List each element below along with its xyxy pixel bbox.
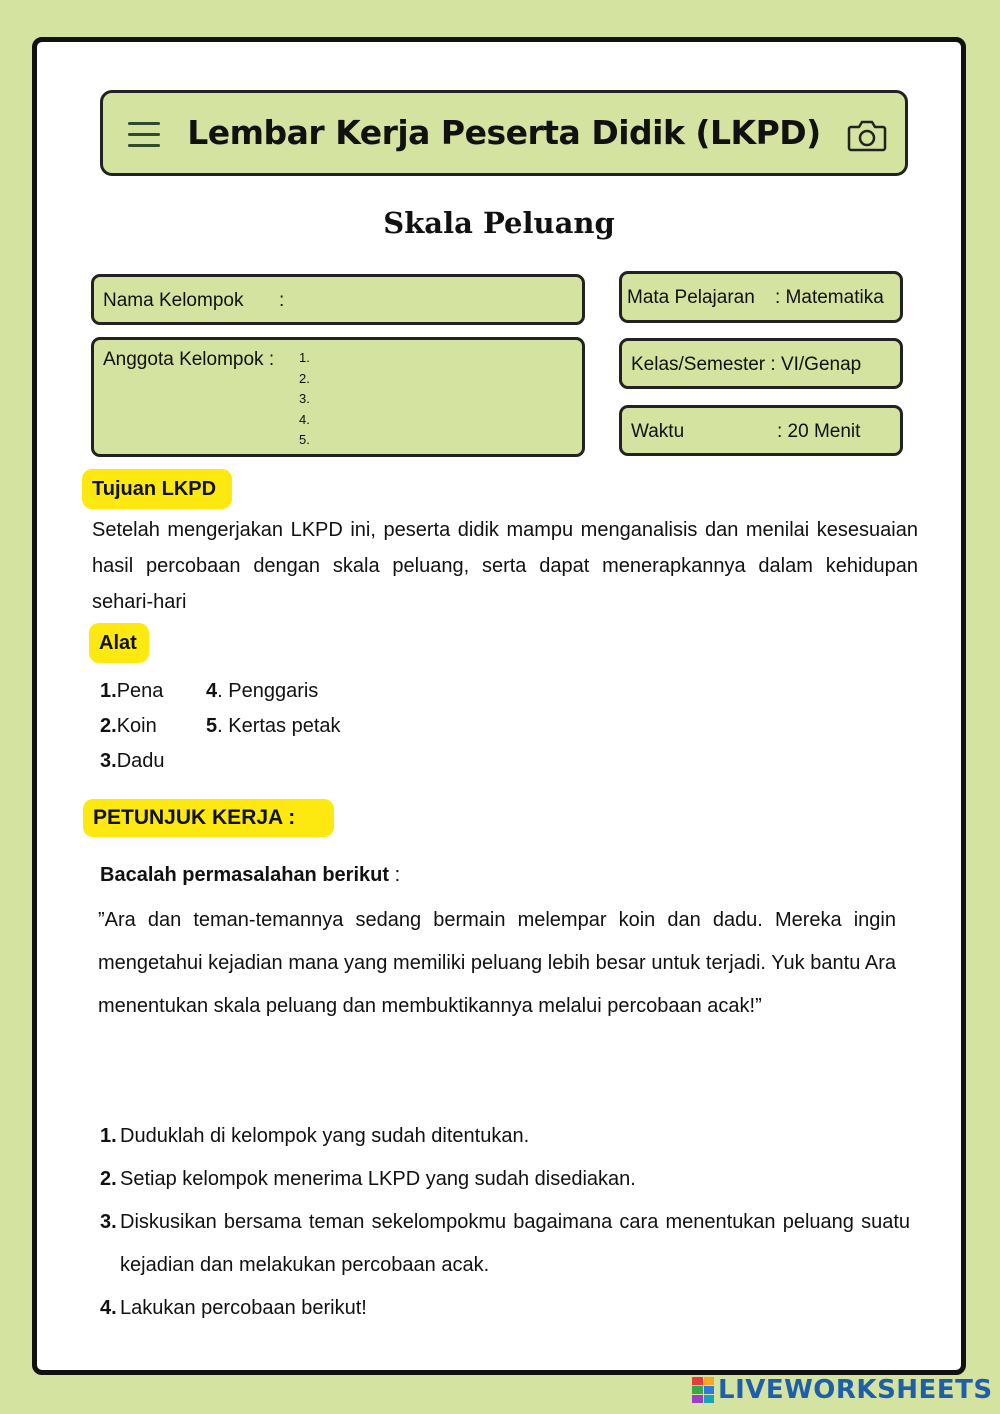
brand-name: LIVEWORKSHEETS (718, 1375, 993, 1405)
tool-item: 3.Dadu (100, 750, 165, 772)
time-box (619, 405, 903, 456)
tool-item: 5. Kertas petak (206, 715, 341, 737)
subject-label: Mata Pelajaran (627, 287, 755, 308)
objective-text: Setelah mengerjakan LKPD ini, peserta didik mampu menganalisis dan menilai kesesuaian hasil percobaan dengan skala peluang, serta dapat menerapkannya dalam kehidupan sehari-hari (92, 519, 918, 613)
instruction-step: 2. Setiap kelompok menerima LKPD yang sudah disediakan. (100, 1168, 636, 1190)
member-number-list (299, 348, 310, 451)
instruction-step: 4. Lakukan percobaan berikut! (100, 1297, 367, 1319)
worksheet-title: Lembar Kerja Peserta Didik (LKPD) (187, 113, 821, 152)
member-number: 4. (299, 411, 310, 427)
member-number: 5. (299, 432, 310, 447)
group-name-label: Nama Kelompok (103, 290, 244, 311)
instructions-intro-rest: : (389, 864, 401, 886)
worksheet-subtitle: Skala Peluang (383, 206, 615, 240)
group-name-colon: : (279, 290, 285, 311)
header-bar (100, 90, 908, 176)
time-value: : 20 Menit (777, 421, 861, 442)
tool-item: 1.Pena (100, 680, 164, 702)
tools-heading: Alat (89, 623, 149, 663)
class-semester-text: Kelas/Semester : VI/Genap (631, 354, 862, 375)
instructions-heading: PETUNJUK KERJA : (83, 799, 334, 837)
instruction-step: 3. Diskusikan bersama teman sekelompokmu bagaimana cara menentukan peluang suatu kejadian dan melakukan percobaan acak. (100, 1211, 910, 1276)
instructions-intro (100, 864, 400, 887)
tool-item: 2.Koin (100, 715, 157, 737)
class-semester-box (619, 338, 903, 389)
subject-value: : Matematika (775, 287, 884, 308)
group-members-label: Anggota Kelompok : (103, 349, 275, 370)
time-label: Waktu (631, 421, 685, 442)
member-number: 3. (299, 391, 310, 406)
group-members-field[interactable] (91, 337, 585, 457)
worksheet-page (32, 37, 966, 1375)
instruction-step: 1. Duduklah di kelompok yang sudah ditentukan. (100, 1125, 530, 1147)
member-number: 2. (299, 370, 310, 386)
problem-story: ”Ara dan teman-temannya sedang bermain melempar koin dan dadu. Mereka ingin mengetahui kejadian mana yang memiliki peluang lebih besar untuk terjadi. Yuk bantu Ara menentukan skala peluang dan membuktikannya melalui percobaan acak!” (98, 909, 896, 1017)
tool-item: 4. Penggaris (206, 680, 319, 702)
objective-heading: Tujuan LKPD (82, 469, 232, 509)
instruction-steps (100, 1115, 910, 1330)
liveworksheets-brand[interactable] (692, 1374, 993, 1406)
instructions-intro-bold: Bacalah permasalahan berikut (100, 864, 390, 886)
member-number: 1. (299, 350, 310, 365)
subject-box (619, 271, 903, 323)
camera-icon[interactable] (846, 115, 888, 155)
group-name-field[interactable] (91, 274, 585, 325)
liveworksheets-logo-icon (692, 1377, 714, 1403)
